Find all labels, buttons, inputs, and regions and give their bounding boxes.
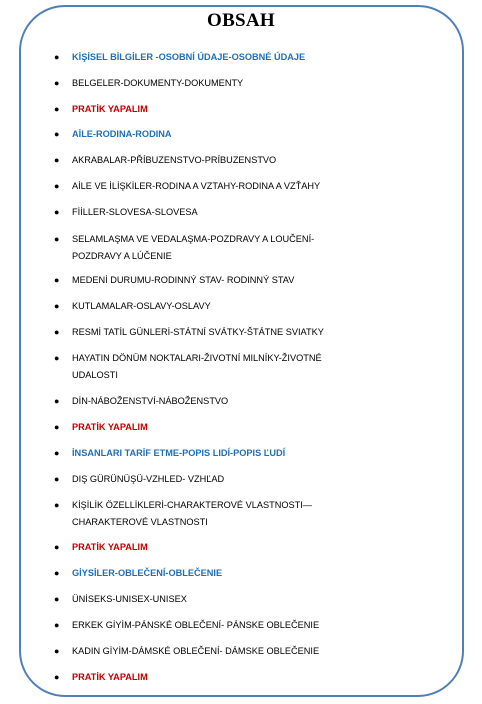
toc-item-label: SELAMLAŞMA VE VEDALAŞMA-POZDRAVY A LOUČENÍ-POZDRAVY A LÚČENIE (72, 234, 315, 261)
bullet-icon: ● (54, 594, 60, 604)
toc-item-label: FİİLLER-SLOVESA-SLOVESA (72, 207, 198, 217)
toc-item-label: GİYSİLER-OBLEČENÍ-OBLEČENIE (72, 568, 223, 578)
toc-item-label: HAYATIN DÖNÜM NOKTALARI-ŽIVOTNÍ MILNÍKY-ŽIVOTNÉ UDALOSTI (72, 353, 322, 380)
toc-item-label: PRATİK YAPALIM (72, 104, 148, 114)
bullet-icon: ● (54, 275, 60, 285)
bullet-icon: ● (54, 129, 60, 139)
toc-item-label: KİŞİLİK ÖZELLİKLERİ-CHARAKTEROVÉ VLASTNOSTI—CHARAKTEROVÉ VLASTNOSTI (72, 500, 312, 527)
page-title: OBSAH (206, 10, 276, 31)
toc-item-label: KADIN GİYİM-DÁMSKÉ OBLEČENÍ- DÁMSKE OBLEČENIE (72, 646, 320, 656)
bullet-icon: ● (54, 500, 60, 510)
toc-item-label: AİLE-RODINA-RODINA (72, 129, 172, 139)
bullet-icon: ● (54, 620, 60, 630)
toc-item-label: ERKEK GİYİM-PÁNSKÉ OBLEČENÍ- PÁNSKE OBLEČENIE (72, 620, 320, 630)
bullet-icon: ● (54, 672, 60, 682)
bullet-icon: ● (54, 327, 60, 337)
toc-item-label: MEDENİ DURUMU-RODINNÝ STAV- RODINNÝ STAV (72, 275, 295, 285)
bullet-icon: ● (54, 422, 60, 432)
toc-item-label: İNSANLARI TARİF ETME-POPIS LIDÍ-POPIS ĽUDÍ (72, 448, 286, 458)
toc-item-label: KUTLAMALAR-OSLAVY-OSLAVY (72, 301, 211, 311)
bullet-icon: ● (54, 474, 60, 484)
toc-item-label: AİLE VE İLİŞKİLER-RODINA A VZTAHY-RODINA A VZŤAHY (72, 181, 321, 191)
bullet-icon: ● (54, 448, 60, 458)
bullet-icon: ● (54, 568, 60, 578)
bullet-icon: ● (54, 396, 60, 406)
bullet-icon: ● (54, 234, 60, 244)
toc-item-label: PRATİK YAPALIM (72, 542, 148, 552)
bullet-icon: ● (54, 301, 60, 311)
bullet-icon: ● (54, 207, 60, 217)
bullet-icon: ● (54, 181, 60, 191)
toc-item-label: DIŞ GÜRÜNÜŞÜ-VZHLED- VZHĽAD (72, 474, 225, 484)
toc-item-label: KİŞİSEL BİLGİLER -OSOBNÍ ÚDAJE-OSOBNÉ ÚDAJE (72, 52, 306, 62)
bullet-icon: ● (54, 104, 60, 114)
bullet-icon: ● (54, 646, 60, 656)
toc-item-label: PRATİK YAPALIM (72, 672, 148, 682)
bullet-icon: ● (54, 78, 60, 88)
toc-item-label: DİN-NÁBOŽENSTVÍ-NÁBOŽENSTVO (72, 396, 229, 406)
toc-item-label: BELGELER-DOKUMENTY-DOKUMENTY (72, 78, 244, 88)
bullet-icon: ● (54, 353, 60, 363)
toc-item-label: ÜNİSEKS-UNISEX-UNISEX (72, 594, 187, 604)
bullet-icon: ● (54, 52, 60, 62)
bullet-icon: ● (54, 542, 60, 552)
toc-item-label: AKRABALAR-PŘÍBUZENSTVO-PRÍBUZENSTVO (72, 155, 277, 165)
bullet-icon: ● (54, 155, 60, 165)
toc-item-label: PRATİK YAPALIM (72, 422, 148, 432)
toc-item-label: RESMİ TATİL GÜNLERİ-STÁTNÍ SVÁTKY-ŠTÁTNE SVIATKY (72, 327, 324, 337)
